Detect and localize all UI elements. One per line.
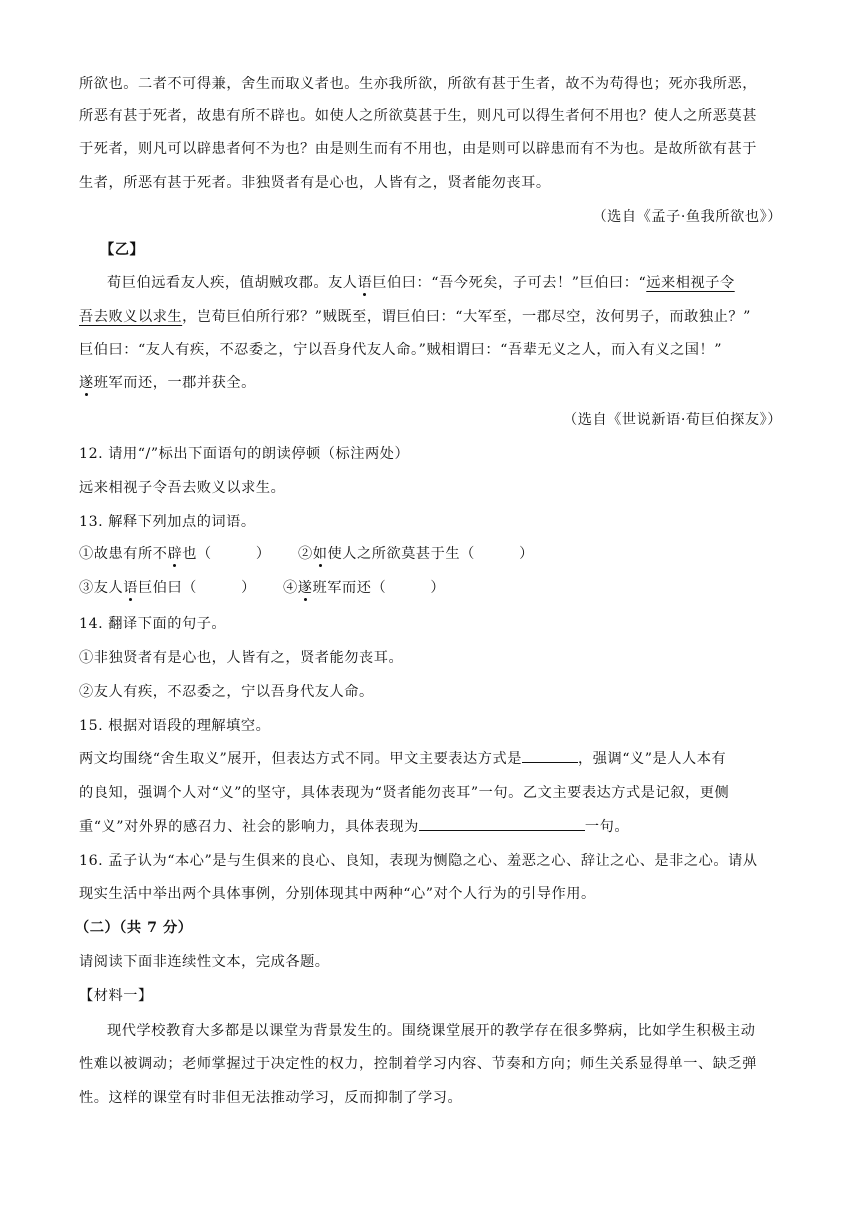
question-12-sentence: 远来相视子令吾去败义以求生。 [79,480,286,496]
question-15-line: 重“义”对外界的感召力、社会的影响力，具体表现为 一句。 [79,816,629,837]
question-16-line: 现实生活中举出两个具体事例，分别体现其中两种“心”对个人行为的引导作用。 [79,886,596,902]
passage-yi-label: 【乙】 [100,242,145,258]
dotted-word: 语 [123,580,138,596]
passage-jia-line: 所恶有甚于死者，故患有所不辟也。如使人之所欲莫甚于生，则凡可以得生者何不用也？使人之所恶莫甚 [79,108,757,124]
passage-yi-line: 遂班军而还，一郡并获全。 [79,375,256,391]
source-citation-jia: （选自《孟子·鱼我所欲也》） [592,209,782,225]
passage-yi-line: 荀巨伯远看友人疾，值胡贼攻郡。友人语巨伯曰：“吾今死矣，子可去！”巨伯曰：“远来相视子令 [107,275,735,291]
question-13-item-1: ①故患有所不辟也（ ） [79,546,271,562]
passage-yi-line: 巨伯曰：“友人有疾，不忍委之，宁以吾身代友人命。”贼相谓曰：“吾辈无义之人，而入有义之国！” [79,342,723,358]
section-instruction: 请阅读下面非连续性文本，完成各题。 [79,954,330,970]
material-paragraph-line: 性难以被调动；老师掌握过于决定性的权力，控制着学习内容、节奏和方向；师生关系显得单一、缺乏弹 [79,1056,757,1072]
question-12-prompt: 12. 请用“/”标出下面语句的朗读停顿（标注两处） [79,446,410,462]
material-paragraph-line: 现代学校教育大多都是以课堂为背景发生的。围绕课堂展开的教学存在很多弊病，比如学生积极主动 [107,1023,756,1039]
question-15-prompt: 15. 根据对语段的理解填空。 [79,718,271,734]
passage-jia-line: 所欲也。二者不可得兼，舍生而取义者也。生亦我所欲，所欲有甚于生者，故不为苟得也；死亦我所恶， [79,76,757,92]
question-16-line: 16. 孟子认为“本心”是与生俱来的良心、良知，表现为恻隐之心、羞恶之心、辞让之心、是非之心。请从 [79,853,758,869]
dotted-word: 语 [357,275,373,291]
dotted-word: 遂 [79,375,94,391]
dotted-word: 辟 [167,546,183,562]
question-13-item-4: ④遂班军而还（ ） [283,580,446,596]
question-14-sentence-1: ①非独贤者有是心也，人皆有之，贤者能勿丧耳。 [79,650,404,666]
question-14-sentence-2: ②友人有疾，不忍委之，宁以吾身代友人命。 [79,684,374,700]
question-13-item-3: ③友人语巨伯曰（ ） [79,580,256,596]
question-14-prompt: 14. 翻译下面的句子。 [79,616,227,632]
passage-jia-line: 于死者，则凡可以辟患者何不为也？由是则生而有不用也，由是则可以辟患而有不为也。是故所欲有甚于 [79,141,757,157]
source-citation-yi: （选自《世说新语·荀巨伯探友》） [562,412,782,428]
section-heading: （二）（共 7 分） [75,920,193,936]
question-13-item-2: ②如使人之所欲莫甚于生（ ） [298,546,534,562]
passage-jia-line: 生者，所恶有甚于死者。非独贤者有是心也，人皆有之，贤者能勿丧耳。 [79,175,551,191]
question-15-line: 的良知，强调个人对“义”的坚守，具体表现为“贤者能勿丧耳”一句。乙文主要表达方式是记叙，更侧 [79,785,730,801]
underlined-sentence: 远来相视子令 [646,275,735,291]
fill-blank[interactable] [522,748,578,763]
dotted-word: 如 [312,546,328,562]
question-13-prompt: 13. 解释下列加点的词语。 [79,514,256,530]
material-label: 【材料一】 [79,988,153,1004]
material-paragraph-line: 性。这样的课堂有时非但无法推动学习，反而抑制了学习。 [79,1090,463,1106]
passage-yi-line: 吾去败义以求生，岂荀巨伯所行邪？”贼既至，谓巨伯曰：“大军至，一郡尽空，汝何男子，而敢独止？” [79,309,751,325]
underlined-sentence: 吾去败义以求生 [79,309,183,325]
fill-blank[interactable] [419,816,585,831]
dotted-word: 遂 [297,580,313,596]
question-15-line: 两文均围绕“舍生取义”展开，但表达方式不同。甲文主要表达方式是 ，强调“义”是人人本有 [79,748,726,769]
